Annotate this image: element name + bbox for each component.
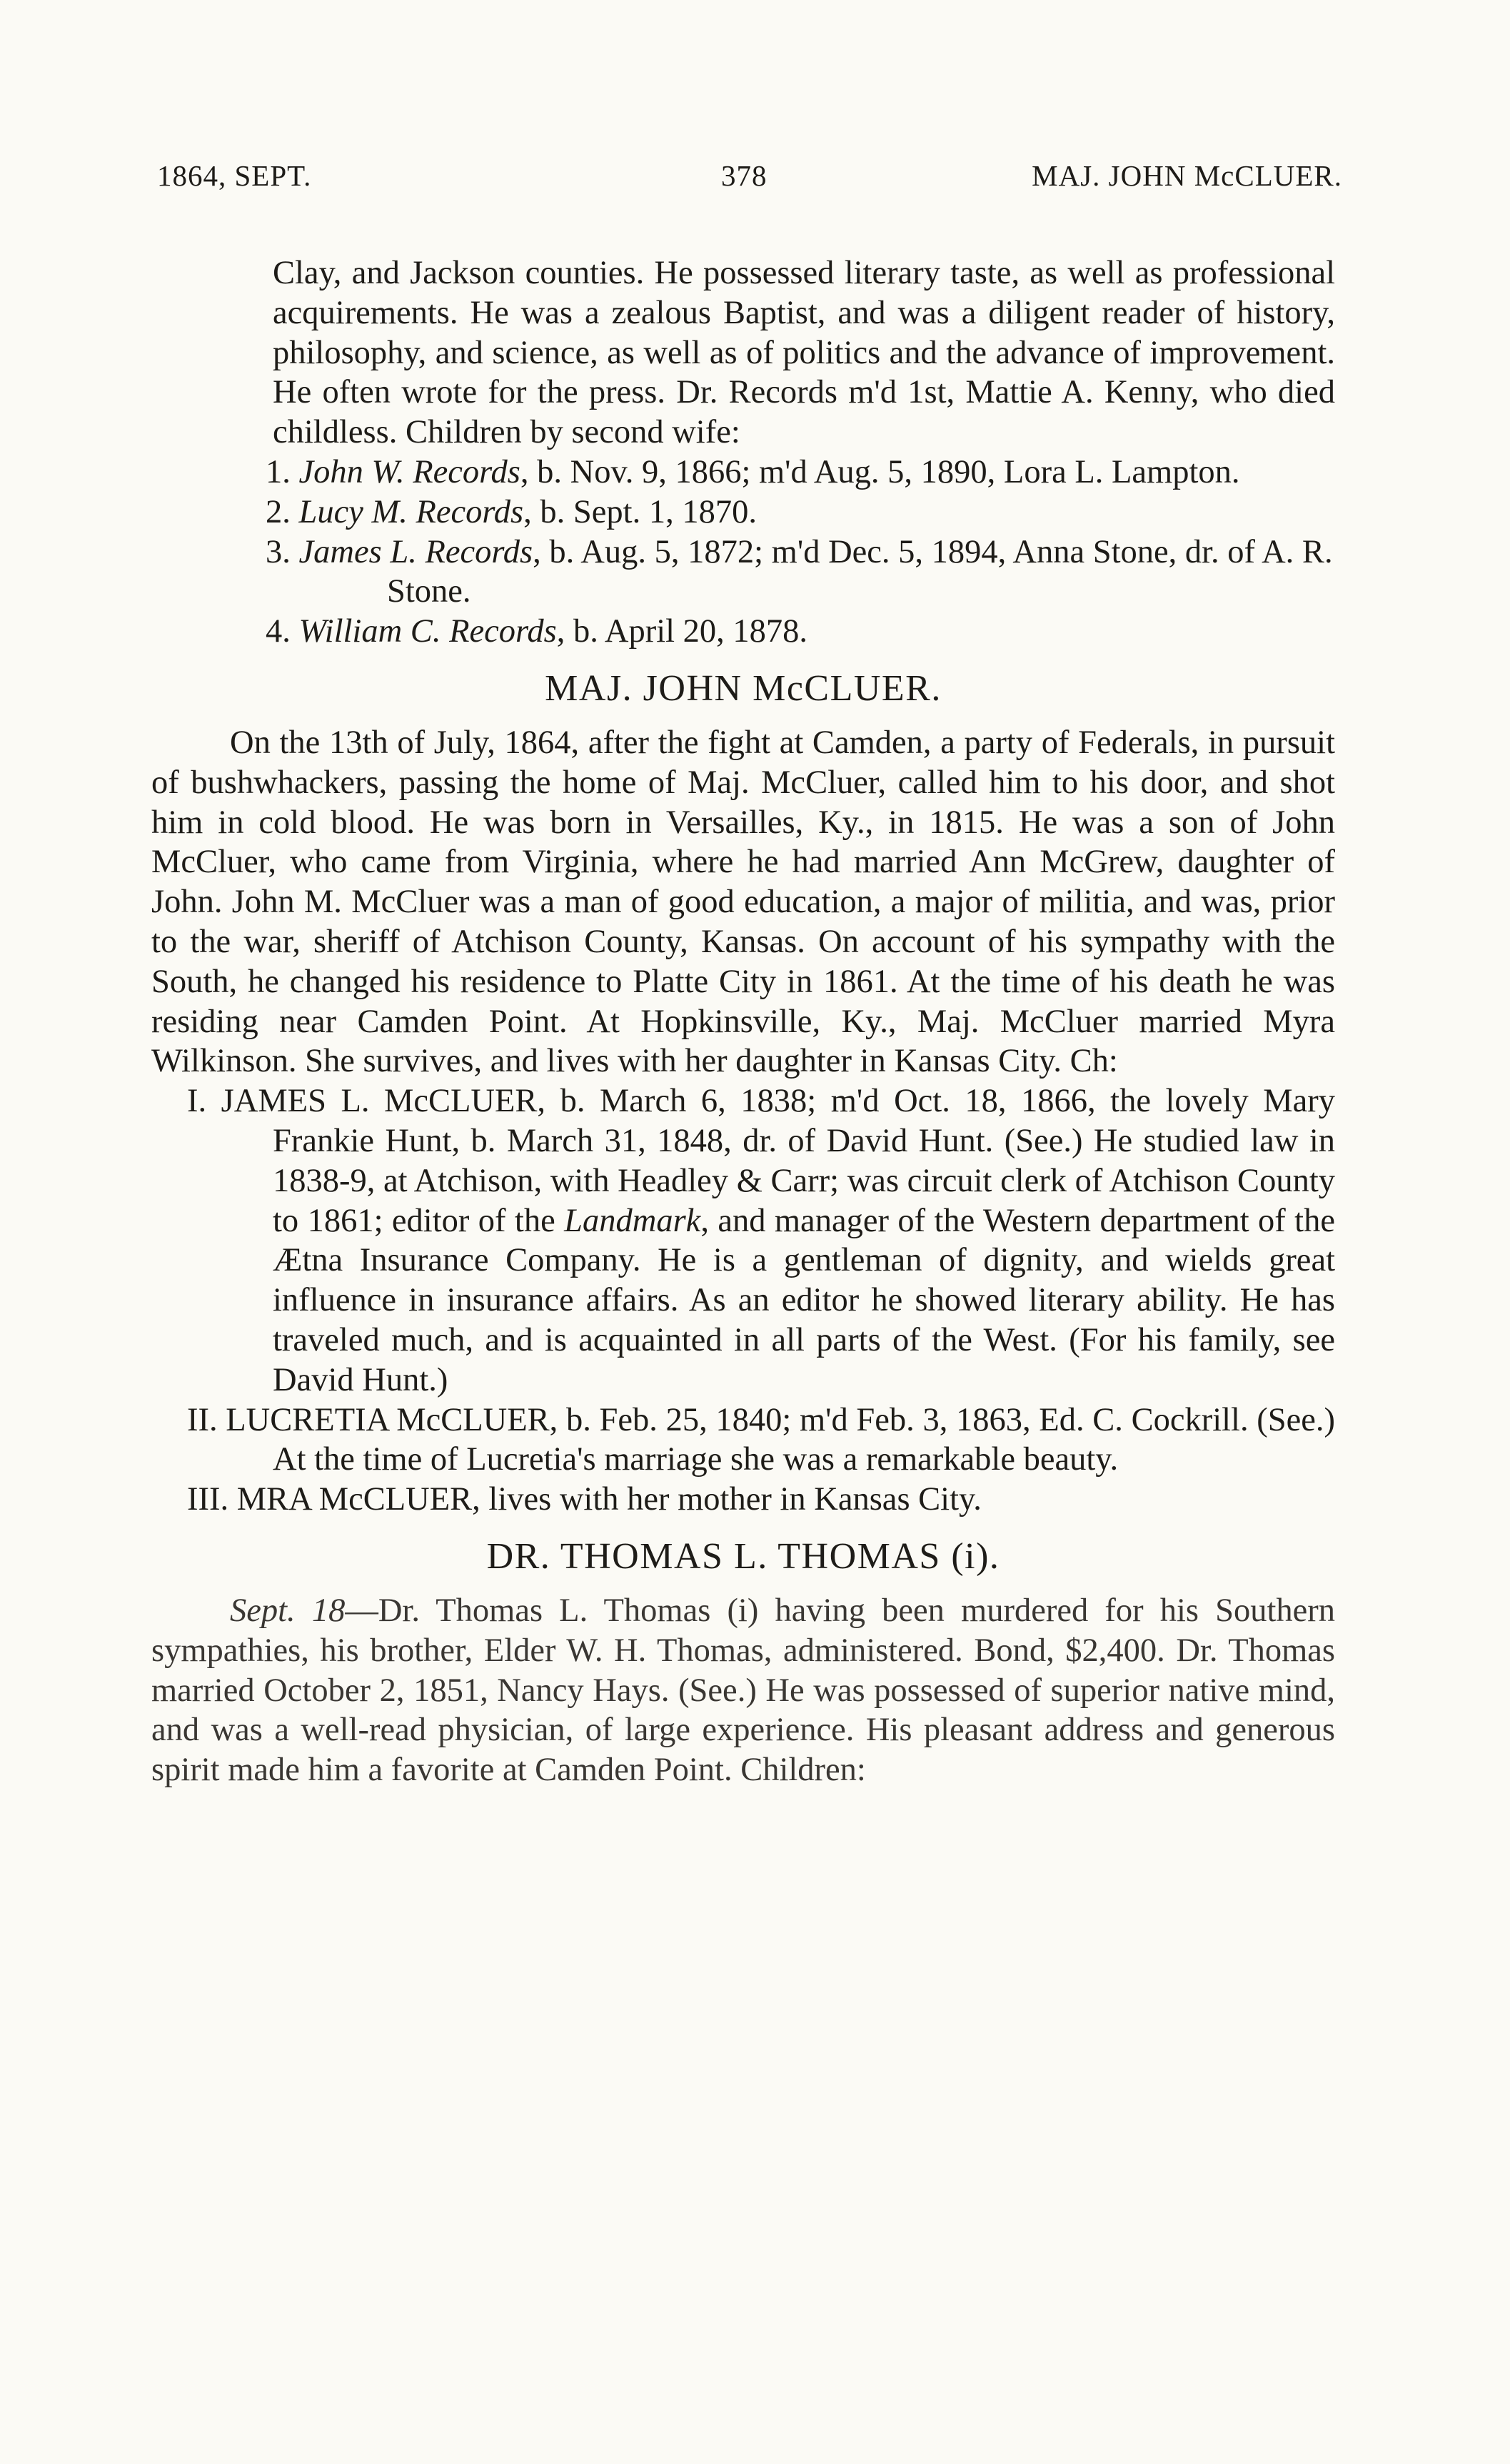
list-item <box>151 1480 1335 1520</box>
list-item <box>151 1081 1335 1400</box>
child-name: James L. Records <box>298 533 533 570</box>
list-item <box>151 453 1335 493</box>
header-date: 1864, SEPT. <box>157 159 312 192</box>
child-name: Lucy M. Records <box>298 493 524 530</box>
newspaper-title: Landmark <box>564 1202 701 1239</box>
mccluer-children-list <box>151 1081 1335 1520</box>
thomas-text: —Dr. Thomas L. Thomas (i) having been murdered for his Southern sympathies, his brother, Elder W. H. Thomas, administered. Bond, $2,400. Dr. Thomas married October 2, 1851, Nancy Hays. (See.) He was possessed of superior native mind, and was a well-read physician, of large experience. His pleasant address and generous spirit made him a favorite at Camden Point. Children: <box>151 1592 1336 1789</box>
entry-date: Sept. 18 <box>230 1592 346 1629</box>
child-text: MRA McCLUER, lives with her mother in Kansas City. <box>236 1481 982 1518</box>
mccluer-paragraph: On the 13th of July, 1864, after the fight at Camden, a party of Federals, in pursuit of bushwhackers, passing the home of Maj. McCluer, called him to his door, and shot him in cold blood. He was born in Versailles, Ky., in 1815. He was a son of John McCluer, who came from Virginia, where he had married Ann McGrew, daughter of John. John M. McCluer was a man of good education, a major of militia, and was, prior to the war, sheriff of Atchison County, Kansas. On account of his sympathy with the South, he changed his residence to Platte City in 1861. At the time of his death he was residing near Camden Point. At Hopkinsville, Ky., Maj. McCluer married Myra Wilkinson. She survives, and lives with her daughter in Kansas City. Ch: <box>151 724 1335 1080</box>
item-number: I. <box>187 1083 207 1120</box>
child-details: , b. Nov. 9, 1866; m'd Aug. 5, 1890, Lora L. Lampton. <box>520 453 1240 490</box>
thomas-paragraph <box>151 1591 1335 1790</box>
list-item <box>151 493 1335 532</box>
list-item <box>151 532 1335 612</box>
list-item <box>151 1400 1335 1480</box>
page-body <box>151 253 1335 1790</box>
list-item <box>151 612 1335 652</box>
child-details: , b. Sept. 1, 1870. <box>523 493 757 530</box>
records-children-list <box>151 453 1335 652</box>
item-number: 4. <box>266 613 291 650</box>
child-text: LUCRETIA McCLUER, b. Feb. 25, 1840; m'd Feb. 3, 1863, Ed. C. Cockrill. (See.) At the time of Lucretia's marriage she was a remarkable beauty. <box>226 1401 1335 1478</box>
page-number: 378 <box>721 159 767 192</box>
item-number: II. <box>187 1401 218 1438</box>
child-name: John W. Records <box>298 453 520 490</box>
item-number: 2. <box>266 493 291 530</box>
child-text: JAMES L. McCLUER, b. March 6, 1838; m'd Oct. 18, 1866, the lovely Mary Frankie Hunt, b. March 31, 1848, dr. of David Hunt. (See.) He studied law in 1838-9, at Atchison, with Headley & Carr; was circuit clerk of Atchison County to 1861; editor of the <box>221 1083 1335 1239</box>
child-text-continued: , and manager of the Western department of the Ætna Insurance Company. He is a gentleman of dignity, and wields great influence in insurance affairs. As an editor he showed literary ability. He has traveled much, and is acquainted in all parts of the West. (For his family, see David Hunt.) <box>273 1202 1335 1398</box>
section-heading-mccluer: MAJ. JOHN McCLUER. <box>545 667 942 709</box>
running-header <box>157 158 1342 201</box>
child-name: William C. Records <box>298 613 557 650</box>
item-number: 1. <box>266 453 291 490</box>
item-number: 3. <box>266 533 291 570</box>
header-title: MAJ. JOHN McCLUER. <box>1032 159 1342 192</box>
child-details: , b. Aug. 5, 1872; m'd Dec. 5, 1894, Anna Stone, dr. of A. R. Stone. <box>387 533 1333 610</box>
child-details: , b. April 20, 1878. <box>556 613 808 650</box>
section-heading-thomas: DR. THOMAS L. THOMAS (i). <box>486 1535 1000 1577</box>
intro-paragraph: Clay, and Jackson counties. He possessed literary taste, as well as professional acquirements. He was a zealous Baptist, and was a diligent reader of history, philosophy, and science, as well as of politics and the advance of improvement. He often wrote for the press. Dr. Records m'd 1st, Mattie A. Kenny, who died childless. Children by second wife: <box>273 255 1335 451</box>
item-number: III. <box>187 1481 229 1518</box>
